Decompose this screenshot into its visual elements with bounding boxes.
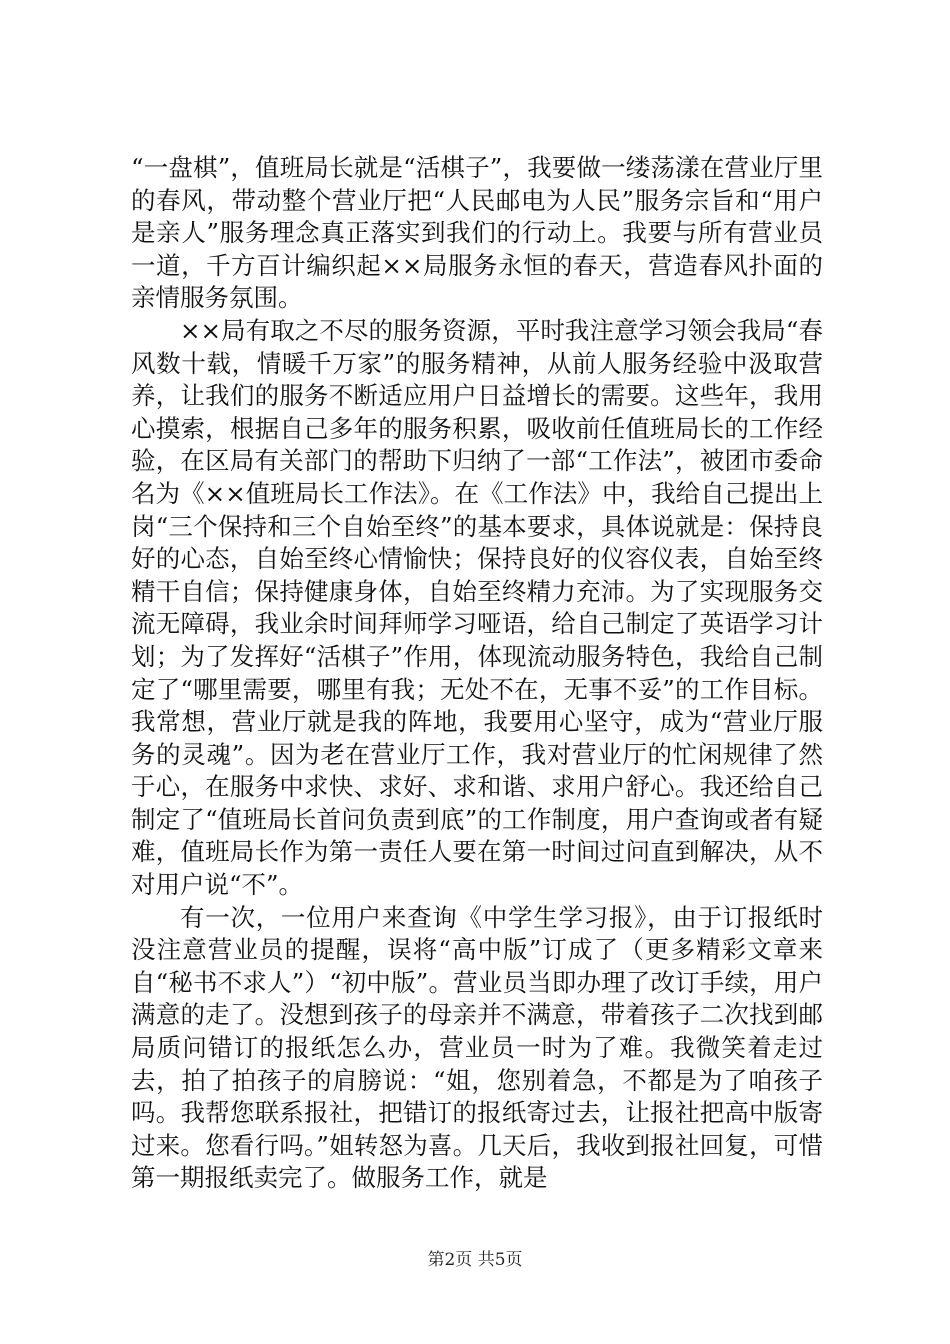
document-body — [131, 152, 823, 1195]
paragraph-1: “一盘棋”，值班局长就是“活棋子”，我要做一缕荡漾在营业厅里的春风，带动整个营业厅把“人民邮电为人民”服务宗旨和“用户是亲人”服务理念真正落实到我们的行动上。我要与所有营业员一道，千方百计编织起××局服务永恒的春天，营造春风扑面的亲情服务氛围。 — [131, 153, 823, 313]
page-footer: 第2页 共5页 — [427, 1250, 523, 1270]
paragraph-2: ××局有取之不尽的服务资源，平时我注意学习领会我局“春风数十载，情暖千万家”的服务精神，从前人服务经验中汲取营养，让我们的服务不断适应用户日益增长的需要。这些年，我用心摸索，根据自己多年的服务积累，吸收前任值班局长的工作经验，在区局有关部门的帮助下归纳了一部“工作法”，被团市委命名为《××值班局长工作法》。在《工作法》中，我给自己提出上岗“三个保持和三个自始至终”的基本要求，具体说就是：保持良好的心态，自始至终心情愉快；保持良好的仪容仪表，自始至终精干自信；保持健康身体，自始至终精力充沛。为了实现服务交流无障碍，我业余时间拜师学习哑语，给自己制定了英语学习计划；为了发挥好“活棋子”作用，体现流动服务特色，我给自己制定了“哪里需要，哪里有我；无处不在，无事不妥”的工作目标。我常想，营业厅就是我的阵地，我要用心坚守，成为“营业厅服务的灵魂”。因为老在营业厅工作，我对营业厅的忙闲规律了然于心，在服务中求快、求好、求和谐、求用户舒心。我还给自己制定了“值班局长首问负责到底”的工作制度，用户查询或者有疑难，值班局长作为第一责任人要在第一时间过问直到解决，从不对用户说“不”。 — [131, 315, 823, 900]
paragraph-3: 有一次，一位用户来查询《中学生学习报》，由于订报纸时没注意营业员的提醒，误将“高中版”订成了（更多精彩文章来自“秘书不求人”）“初中版”。营业员当即办理了改订手续，用户满意的走了。没想到孩子的母亲并不满意，带着孩子二次找到邮局质问错订的报纸怎么办，营业员一时为了难。我微笑着走过去，拍了拍孩子的肩膀说：“姐，您别着急，不都是为了咱孩子吗。我帮您联系报社，把错订的报纸寄过去，让报社把高中版寄过来。您看行吗。”姐转怒为喜。几天后，我收到报社回复，可惜第一期报纸卖完了。做服务工作，就是 — [131, 902, 823, 1193]
